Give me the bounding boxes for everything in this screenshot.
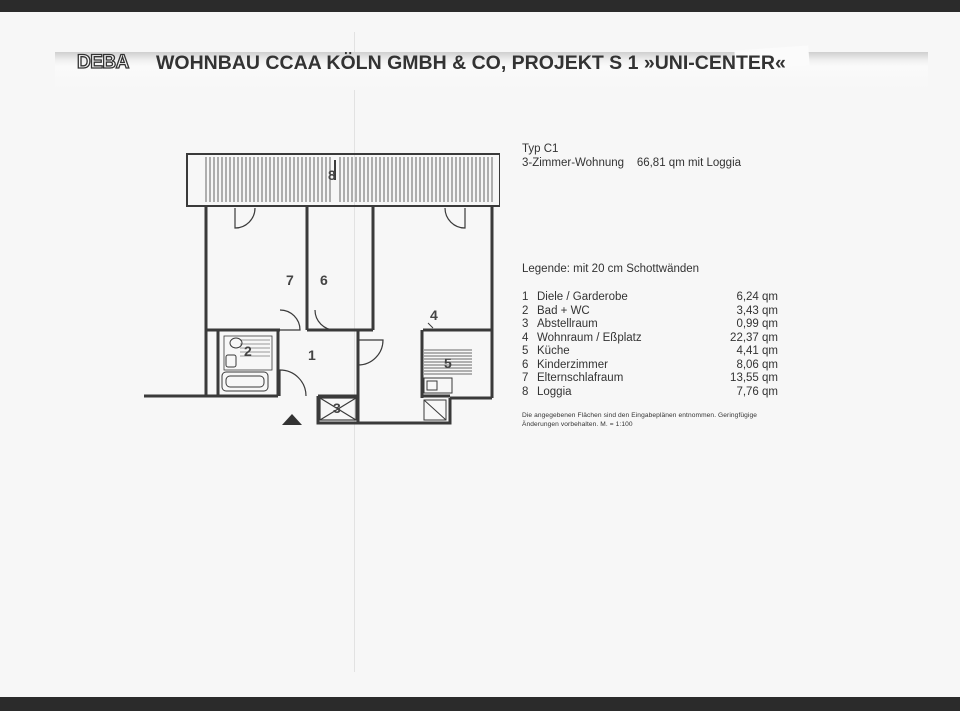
- legend-row: [522, 372, 778, 386]
- legend-room-name: Abstellraum: [537, 318, 598, 330]
- room-label-7: 7: [286, 272, 294, 288]
- apartment-type: Typ C1: [522, 143, 559, 155]
- legend-room-name: Kinderzimmer: [537, 358, 608, 371]
- loggia-railing: [206, 157, 492, 202]
- legend-row: [522, 318, 778, 332]
- room-label-6: 6: [320, 272, 328, 288]
- legend-room-name: Wohnraum / Eßplatz: [537, 331, 642, 344]
- legend-area: 7,76 qm: [736, 385, 778, 398]
- legend-number: 6: [522, 358, 529, 371]
- legend-room-name: Loggia: [537, 385, 572, 398]
- legend-room-name: Küche: [537, 345, 570, 357]
- bottom-frame-bar: [0, 697, 960, 711]
- legend-area: 0,99 qm: [736, 318, 778, 330]
- legend-title: Legende: mit 20 cm Schottwänden: [522, 263, 700, 275]
- legend-room-name: Bad + WC: [537, 304, 590, 317]
- legend-room-name: Elternschlafraum: [537, 372, 624, 384]
- legend-area: 3,43 qm: [736, 304, 778, 317]
- company-logo: DEBA: [77, 52, 129, 73]
- legend-row: [522, 345, 778, 359]
- legend-row: [522, 305, 778, 319]
- entrance-arrow: [282, 414, 302, 425]
- legend-row: [522, 386, 778, 400]
- legend-number: 2: [522, 304, 529, 317]
- exterior-walls: [144, 206, 492, 423]
- legend-number: 5: [522, 345, 529, 357]
- footnote: Die angegebenen Flächen sind den Eingabeplänen entnommen. Geringfügige Änderungen vorbehalten. M. = 1:100: [522, 412, 758, 428]
- legend-number: 3: [522, 318, 529, 330]
- legend-area: 8,06 qm: [736, 358, 778, 371]
- room-label-8: 8: [328, 167, 336, 183]
- living-room-marker: [428, 323, 433, 328]
- legend-area: 22,37 qm: [730, 331, 778, 344]
- legend-area: 4,41 qm: [736, 345, 778, 357]
- legend-number: 7: [522, 372, 529, 384]
- legend-room-name: Diele / Garderobe: [537, 291, 628, 303]
- room-label-3: 3: [333, 400, 341, 416]
- document-title: WOHNBAU CCAA KÖLN GMBH & CO, PROJEKT S 1 »UNI-CENTER«: [156, 52, 786, 74]
- legend-area: 13,55 qm: [730, 372, 778, 384]
- interior-walls: [206, 206, 492, 423]
- room-label-5: 5: [444, 355, 452, 371]
- apartment-description: 3-Zimmer-Wohnung 66,81 qm mit Loggia: [522, 157, 742, 169]
- legend-row: [522, 332, 778, 346]
- legend-number: 8: [522, 385, 529, 398]
- top-frame-bar: [0, 0, 960, 12]
- room-label-2: 2: [244, 343, 252, 359]
- legend-number: 1: [522, 291, 529, 303]
- legend-row: [522, 291, 778, 305]
- floor-plan: [140, 140, 500, 430]
- legend-row: [522, 359, 778, 373]
- room-label-1: 1: [308, 347, 316, 363]
- legend-list: [522, 291, 778, 399]
- legend-number: 4: [522, 331, 529, 344]
- legend-area: 6,24 qm: [736, 291, 778, 303]
- room-label-4: 4: [430, 307, 438, 323]
